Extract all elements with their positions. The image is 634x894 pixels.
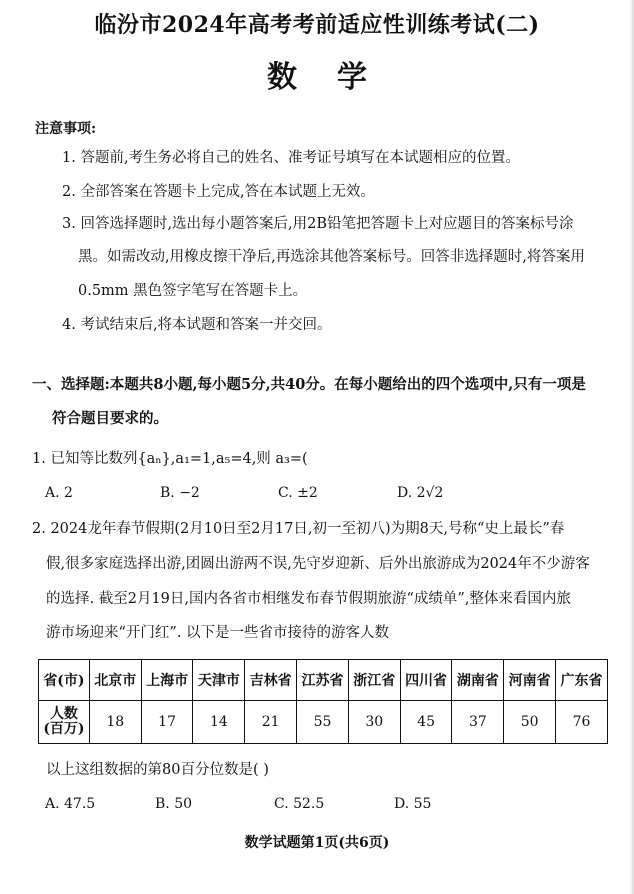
q1-option-b: B. −2 xyxy=(160,485,200,501)
notice-item-1: 1. 答题前,考生务必将自己的姓名、准考证号填写在本试题相应的位置。 xyxy=(62,150,521,166)
table-value: 50 xyxy=(504,701,556,744)
notice-item-3-cont-1: 黑。如需改动,用橡皮擦干净后,再选涂其他答案标号。回答非选择题时,将答案用 xyxy=(78,249,585,265)
notice-item-2: 2. 全部答案在答题卡上完成,答在本试题上无效。 xyxy=(62,184,376,200)
question-1-stem: 1. 已知等比数列{aₙ},a₁=1,a₅=4,则 a₃=( xyxy=(32,451,308,467)
exam-title: 临汾市2024年高考考前适应性训练考试(二) xyxy=(94,12,540,38)
section-heading-cont: 符合题目要求的。 xyxy=(52,410,168,427)
table-province: 上海市 xyxy=(141,660,193,701)
page-edge-shadow xyxy=(630,0,634,894)
table-province: 天津市 xyxy=(193,660,245,701)
table-province: 四川省 xyxy=(400,660,452,701)
table-header-row xyxy=(39,660,608,701)
table-province: 吉林省 xyxy=(245,660,297,701)
question-2-line-4: 游市场迎来“开门红”. 以下是一些省市接待的游客人数 xyxy=(46,625,390,641)
table-province: 浙江省 xyxy=(348,660,400,701)
q1-option-d: D. 2√2 xyxy=(397,485,444,501)
notice-item-4: 4. 考试结束后,将本试题和答案一并交回。 xyxy=(62,317,332,333)
table-province: 河南省 xyxy=(504,660,556,701)
q1-option-c: C. ±2 xyxy=(278,485,318,501)
notice-item-3-cont-2: 0.5mm 黑色签字笔写在答题卡上。 xyxy=(78,283,308,299)
table-value: 45 xyxy=(400,701,452,744)
question-2-line-2: 假,很多家庭选择出游,团圆出游两不误,先守岁迎新、后外出旅游成为2024年不少游客 xyxy=(46,556,590,572)
q2-option-d: D. 55 xyxy=(394,796,432,812)
notice-heading: 注意事项: xyxy=(35,121,97,137)
table-row-label-line-1: 人数 xyxy=(49,706,78,722)
table-value: 21 xyxy=(245,701,297,744)
tourist-table xyxy=(38,659,608,744)
section-heading: 一、选择题:本题共8小题,每小题5分,共40分。在每小题给出的四个选项中,只有一项是 xyxy=(32,376,586,393)
q1-option-a: A. 2 xyxy=(45,485,73,501)
q2-option-a: A. 47.5 xyxy=(45,796,96,812)
table-province: 北京市 xyxy=(89,660,141,701)
table-value: 37 xyxy=(452,701,504,744)
table-province: 江苏省 xyxy=(297,660,349,701)
table-province: 广东省 xyxy=(556,660,608,701)
question-2-line-1: 2. 2024龙年春节假期(2月10日至2月17日,初一至初八)为期8天,号称“史上最长”春 xyxy=(32,521,565,537)
subject-title: 数学 xyxy=(267,60,407,95)
table-value: 30 xyxy=(348,701,400,744)
table-value-row xyxy=(39,701,608,744)
table-value: 76 xyxy=(556,701,608,744)
page-footer: 数学试题第1页(共6页) xyxy=(244,835,390,851)
question-2-line-3: 的选择. 截至2月19日,国内各省市相继发布春节假期旅游“成绩单”,整体来看国内旅 xyxy=(46,591,571,607)
table-row-label xyxy=(39,701,90,744)
table-value: 14 xyxy=(193,701,245,744)
question-2-prompt: 以上这组数据的第80百分位数是( ) xyxy=(46,762,269,778)
table-value: 17 xyxy=(141,701,193,744)
q2-option-c: C. 52.5 xyxy=(274,796,325,812)
table-value: 55 xyxy=(297,701,349,744)
notice-item-3: 3. 回答选择题时,选出每小题答案后,用2B铅笔把答题卡上对应题目的答案标号涂 xyxy=(62,216,574,232)
table-row-label-line-2: (百万) xyxy=(43,721,85,737)
q2-option-b: B. 50 xyxy=(155,796,193,812)
table-province: 湖南省 xyxy=(452,660,504,701)
table-header-label: 省(市) xyxy=(39,660,90,701)
table-value: 18 xyxy=(89,701,141,744)
